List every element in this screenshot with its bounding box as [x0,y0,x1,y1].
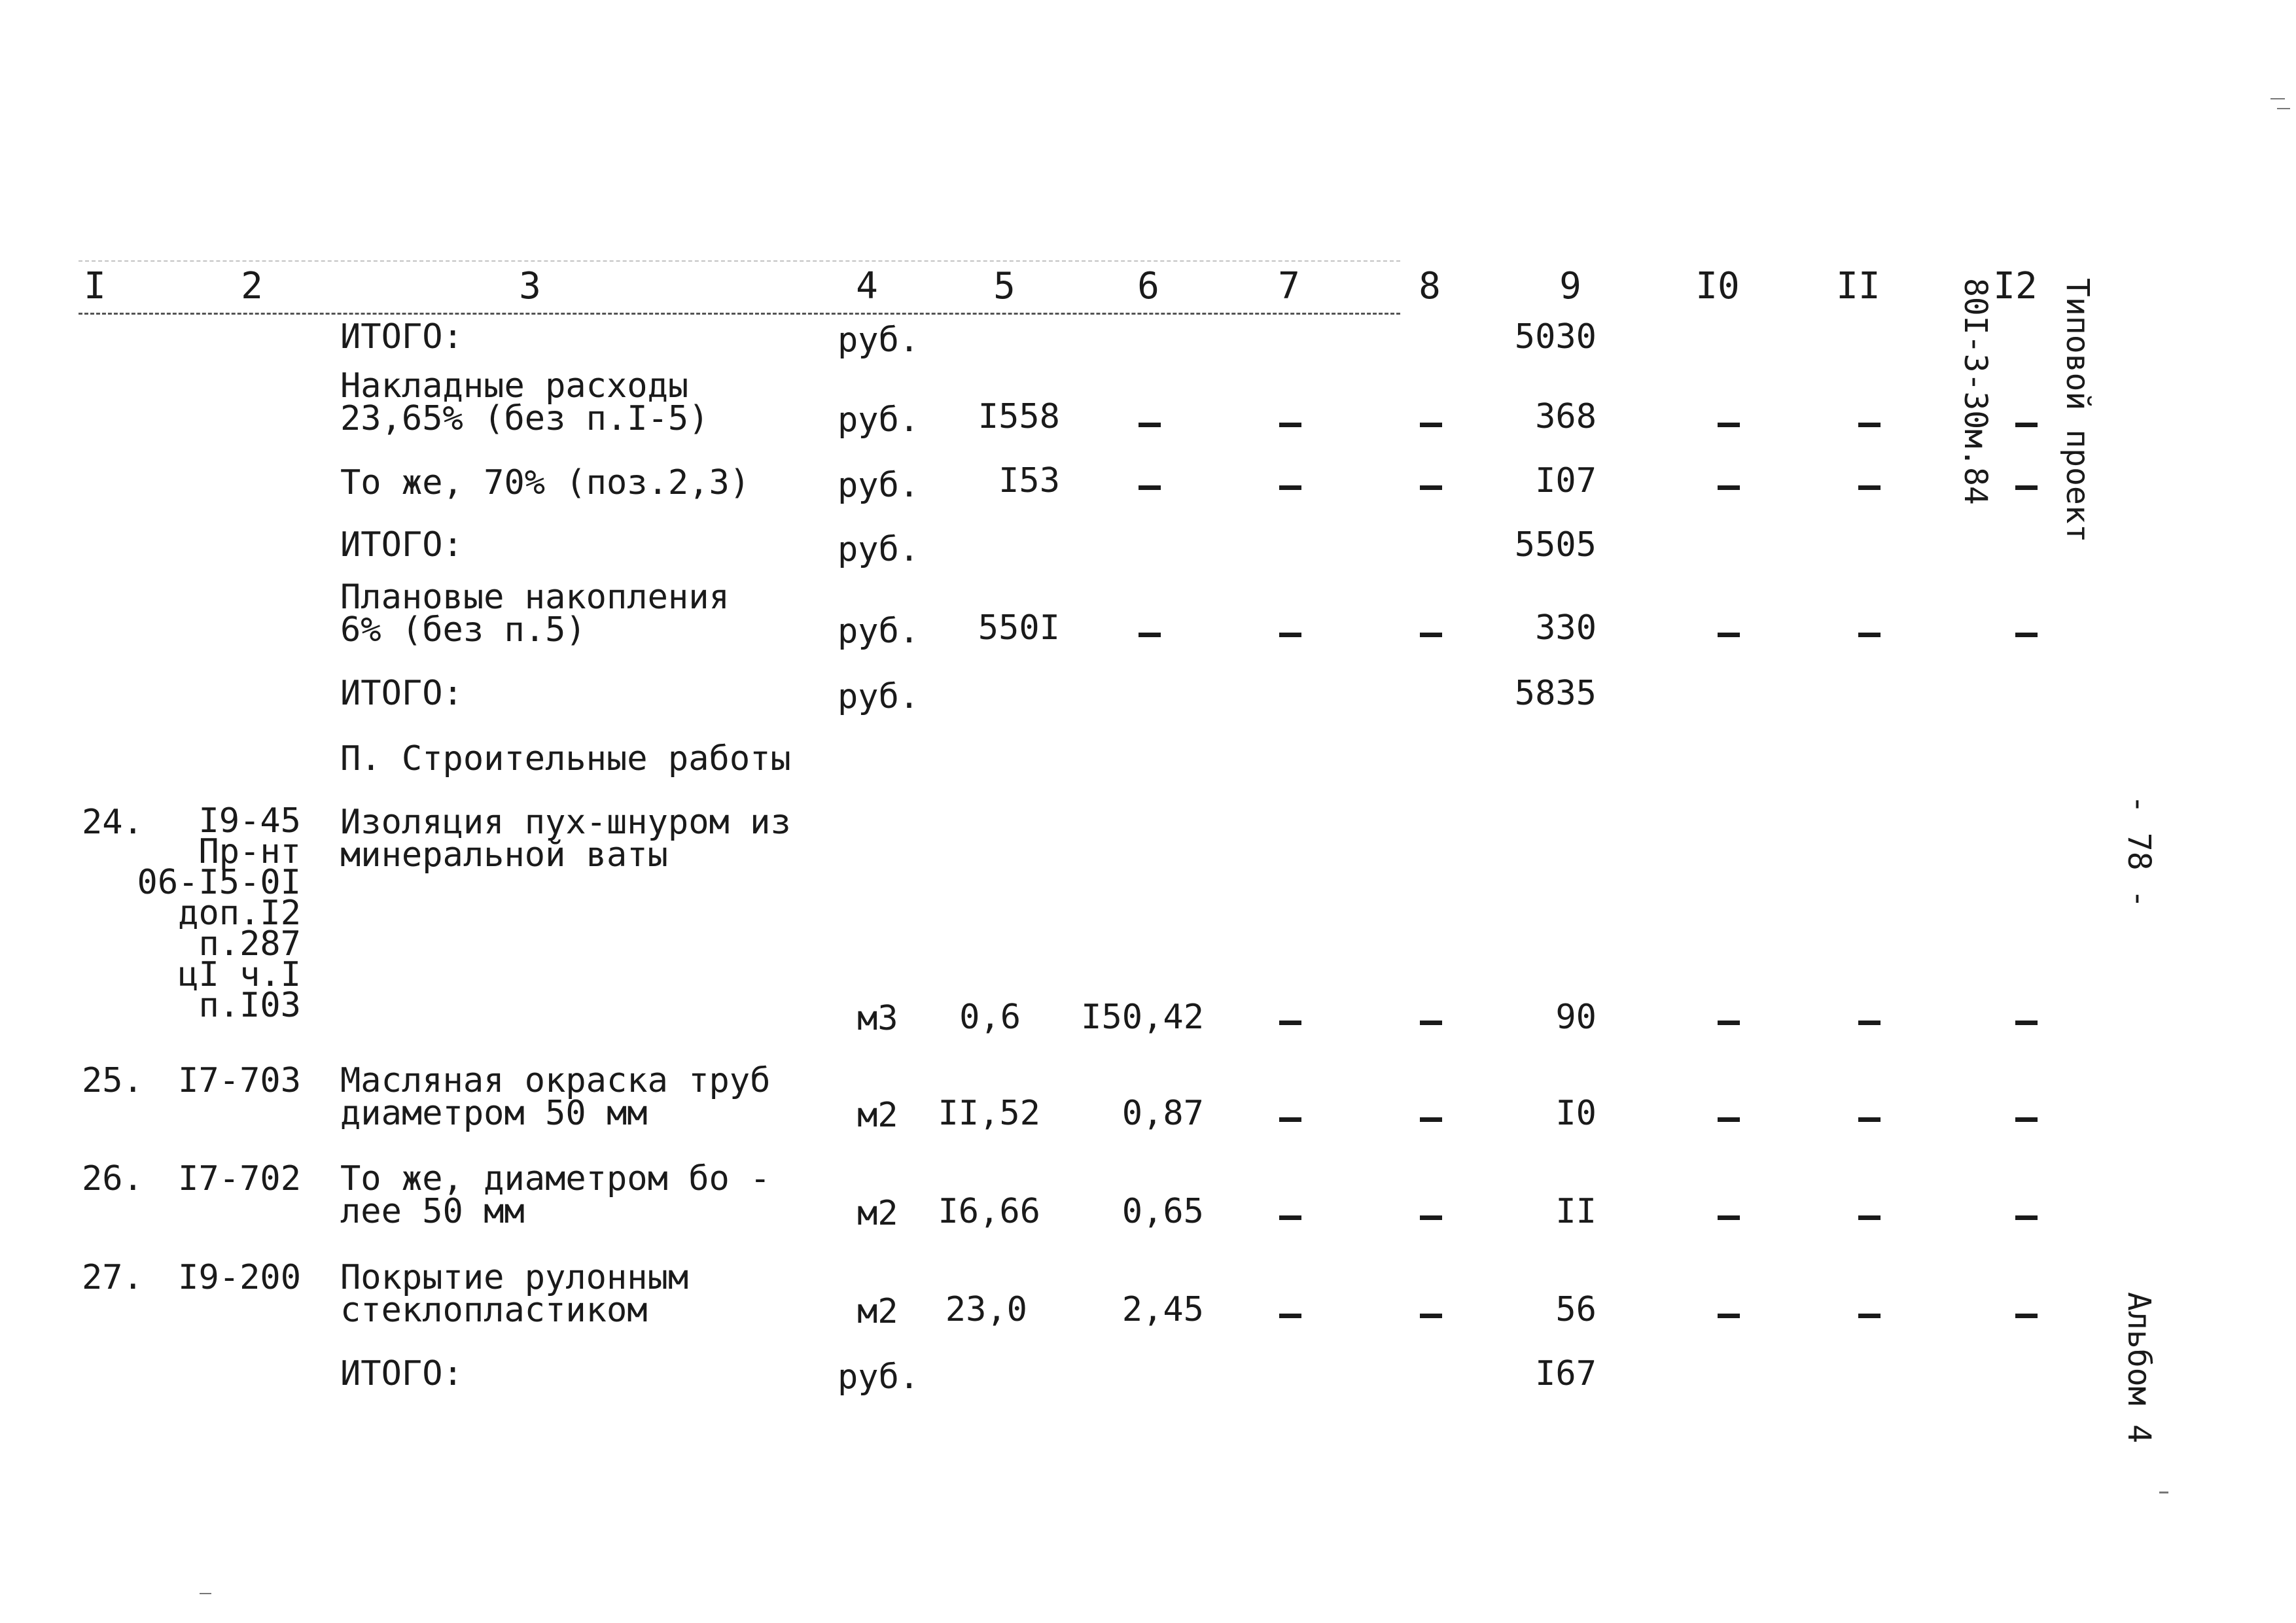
row-total: 5505 [1514,525,1597,565]
empty-cell-dash [1279,1021,1301,1025]
row-description: Покрытие рулонным стеклопластиком [340,1258,689,1330]
row-col5: II,52 [938,1094,1040,1133]
row-total: 330 [1535,608,1597,648]
empty-cell-dash [1858,1117,1881,1122]
empty-cell-dash [1279,1314,1301,1318]
row-description: Накладные расходы 23,65% (без п.I-5) [340,366,709,438]
row-unit: руб. [838,321,920,360]
empty-cell-dash [1420,485,1442,490]
item-number: 27. [82,1258,143,1297]
col-header-11: II [1836,265,1881,307]
col-header-10: I0 [1695,265,1740,307]
row-description: То же, диаметром бо - лее 50 мм [340,1159,771,1231]
row-col6: 2,45 [1122,1290,1204,1329]
row-total: I67 [1535,1354,1597,1393]
empty-cell-dash [1279,1117,1301,1122]
item-code: I9-200 [178,1258,301,1297]
project-label: Типовой проект [2059,278,2096,543]
item-number: 24. [82,803,143,842]
row-col5: 550I [978,608,1060,648]
row-unit: руб. [838,1357,920,1397]
empty-cell-dash [1420,1117,1442,1122]
item-code: I9-45 Пр-нт 06-I5-0I доп.I2 п.287 цI ч.I п.I03 [137,801,301,1025]
col-header-12: I2 [1993,265,2038,307]
row-total: I07 [1535,461,1597,500]
empty-cell-dash [2015,1117,2038,1122]
row-unit: м2 [857,1292,898,1331]
empty-cell-dash [1718,1021,1740,1025]
row-description: ИТОГО: [340,525,463,565]
empty-cell-dash [1139,423,1161,427]
row-unit: м2 [857,1096,898,1135]
col-header-8: 8 [1419,265,1441,307]
scan-mark [200,1593,211,1594]
page-number-vertical: - 78 - [2121,795,2157,909]
scan-mark [2270,98,2285,99]
empty-cell-dash [1858,1314,1881,1318]
empty-cell-dash [2015,1215,2038,1220]
col-header-1: I [84,265,106,307]
col-header-3: 3 [519,265,541,307]
empty-cell-dash [1279,633,1301,637]
row-description: То же, 70% (поз.2,3) [340,463,751,502]
row-description: Плановые накопления 6% (без п.5) [340,578,730,650]
row-total: 5835 [1514,674,1597,713]
row-unit: руб. [838,466,920,505]
empty-cell-dash [1279,485,1301,490]
empty-cell-dash [1858,485,1881,490]
empty-cell-dash [1420,423,1442,427]
scan-mark [2159,1492,2168,1493]
item-code: I7-702 [178,1159,301,1198]
empty-cell-dash [1420,1215,1442,1220]
col-header-6: 6 [1137,265,1159,307]
row-total: 5030 [1514,317,1597,357]
row-description: ИТОГО: [340,674,463,713]
row-unit: руб. [838,677,920,716]
row-total: 90 [1555,998,1597,1037]
row-col6: 0,87 [1122,1094,1204,1133]
row-unit: м3 [857,999,898,1038]
row-total: 368 [1535,397,1597,436]
header-top-rule [79,260,1400,262]
empty-cell-dash [1858,423,1881,427]
empty-cell-dash [1420,633,1442,637]
row-unit: руб. [838,612,920,651]
row-total: II [1555,1192,1597,1231]
row-total: 56 [1555,1290,1597,1329]
col-header-5: 5 [993,265,1016,307]
col-header-9: 9 [1559,265,1581,307]
empty-cell-dash [2015,633,2038,637]
item-code: I7-703 [178,1061,301,1100]
row-col6: 0,65 [1122,1192,1204,1231]
empty-cell-dash [1858,633,1881,637]
empty-cell-dash [1718,1117,1740,1122]
row-col5: 0,6 [959,998,1021,1037]
empty-cell-dash [1279,423,1301,427]
project-title-vertical [1890,278,2163,543]
item-number: 26. [82,1159,143,1198]
scan-mark [2277,108,2290,109]
row-col6: I50,42 [1081,998,1204,1037]
project-code: 80I-3-30м.84 [1957,278,1994,505]
empty-cell-dash [1139,633,1161,637]
row-unit: м2 [857,1194,898,1233]
empty-cell-dash [1718,633,1740,637]
header-bottom-rule [79,313,1400,315]
col-header-2: 2 [241,265,263,307]
empty-cell-dash [1718,1314,1740,1318]
row-description: ИТОГО: [340,317,463,357]
row-unit: руб. [838,400,920,440]
empty-cell-dash [2015,1021,2038,1025]
item-number: 25. [82,1061,143,1100]
row-total: I0 [1555,1094,1597,1133]
album-label-vertical: Альбом 4 [2121,1292,2157,1444]
col-header-4: 4 [856,265,878,307]
empty-cell-dash [1420,1314,1442,1318]
empty-cell-dash [1858,1021,1881,1025]
row-col5: 23,0 [945,1290,1027,1329]
empty-cell-dash [1279,1215,1301,1220]
empty-cell-dash [1858,1215,1881,1220]
row-description: ИТОГО: [340,1354,463,1393]
empty-cell-dash [1718,485,1740,490]
empty-cell-dash [2015,1314,2038,1318]
row-unit: руб. [838,530,920,569]
row-col5: I6,66 [938,1192,1040,1231]
empty-cell-dash [1139,485,1161,490]
empty-cell-dash [1718,423,1740,427]
row-description: Масляная окраска труб диаметром 50 мм [340,1061,771,1133]
row-col5: I53 [998,461,1060,500]
row-description: Изоляция пух-шнуром из минеральной ваты [340,803,791,875]
section-heading: П. Строительные работы [340,739,791,778]
empty-cell-dash [1718,1215,1740,1220]
empty-cell-dash [1420,1021,1442,1025]
row-col5: I558 [978,397,1060,436]
col-header-7: 7 [1278,265,1300,307]
